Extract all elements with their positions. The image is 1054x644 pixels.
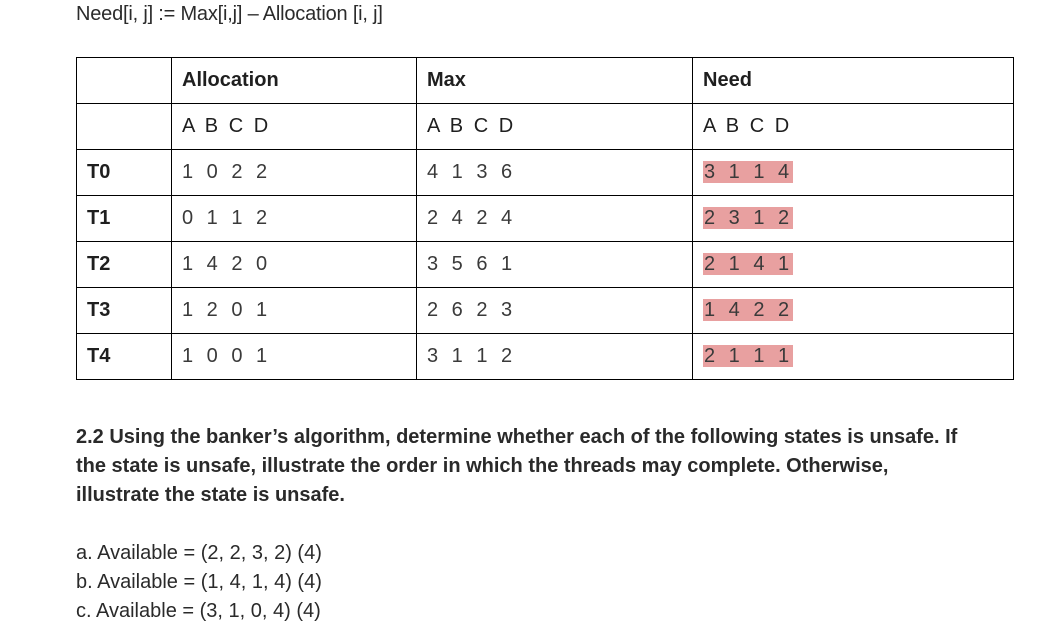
max-cell: 2 6 2 3 — [417, 288, 693, 334]
need-cell — [693, 196, 1014, 242]
table-row — [77, 150, 1014, 196]
need-cell — [693, 288, 1014, 334]
header-max: Max — [417, 58, 693, 104]
option-c: c. Available = (3, 1, 0, 4) (4) — [76, 600, 321, 622]
subheader-need: A B C D — [693, 104, 1014, 150]
resource-table — [76, 57, 1014, 380]
table-row — [77, 288, 1014, 334]
thread-label: T4 — [77, 334, 172, 380]
header-need: Need — [693, 58, 1014, 104]
need-highlight: 1 4 2 2 — [704, 299, 794, 321]
allocation-cell: 1 4 2 0 — [172, 242, 417, 288]
max-cell: 2 4 2 4 — [417, 196, 693, 242]
question-text: 2.2 Using the banker’s algorithm, determine whether each of the following states is unsafe. If the state is unsafe, illustrate the order in which the threads may complete. Otherwise, illustrate the state is unsafe. — [76, 426, 958, 506]
subheader-max: A B C D — [417, 104, 693, 150]
allocation-cell: 0 1 1 2 — [172, 196, 417, 242]
need-formula: Need[i, j] := Max[i,j] – Allocation [i, j] — [76, 3, 383, 25]
table-row — [77, 196, 1014, 242]
need-cell — [693, 242, 1014, 288]
thread-label: T1 — [77, 196, 172, 242]
need-cell — [693, 150, 1014, 196]
table-row — [77, 334, 1014, 380]
thread-label: T0 — [77, 150, 172, 196]
allocation-cell: 1 2 0 1 — [172, 288, 417, 334]
subheader-allocation: A B C D — [172, 104, 417, 150]
allocation-cell: 1 0 2 2 — [172, 150, 417, 196]
max-cell: 3 1 1 2 — [417, 334, 693, 380]
need-highlight: 2 1 1 1 — [704, 345, 794, 367]
need-highlight: 2 1 4 1 — [704, 253, 794, 275]
need-highlight: 2 3 1 2 — [704, 207, 794, 229]
max-cell: 3 5 6 1 — [417, 242, 693, 288]
allocation-cell: 1 0 0 1 — [172, 334, 417, 380]
subheader-empty-cell — [77, 104, 172, 150]
table-header-row — [77, 58, 1014, 104]
options-list — [76, 539, 322, 626]
header-allocation: Allocation — [172, 58, 417, 104]
header-empty-cell — [77, 58, 172, 104]
need-highlight: 3 1 1 4 — [704, 161, 794, 183]
max-cell: 4 1 3 6 — [417, 150, 693, 196]
option-a: a. Available = (2, 2, 3, 2) (4) — [76, 542, 322, 564]
table-subheader-row — [77, 104, 1014, 150]
need-cell — [693, 334, 1014, 380]
option-b: b. Available = (1, 4, 1, 4) (4) — [76, 571, 322, 593]
table-row — [77, 242, 1014, 288]
thread-label: T2 — [77, 242, 172, 288]
thread-label: T3 — [77, 288, 172, 334]
